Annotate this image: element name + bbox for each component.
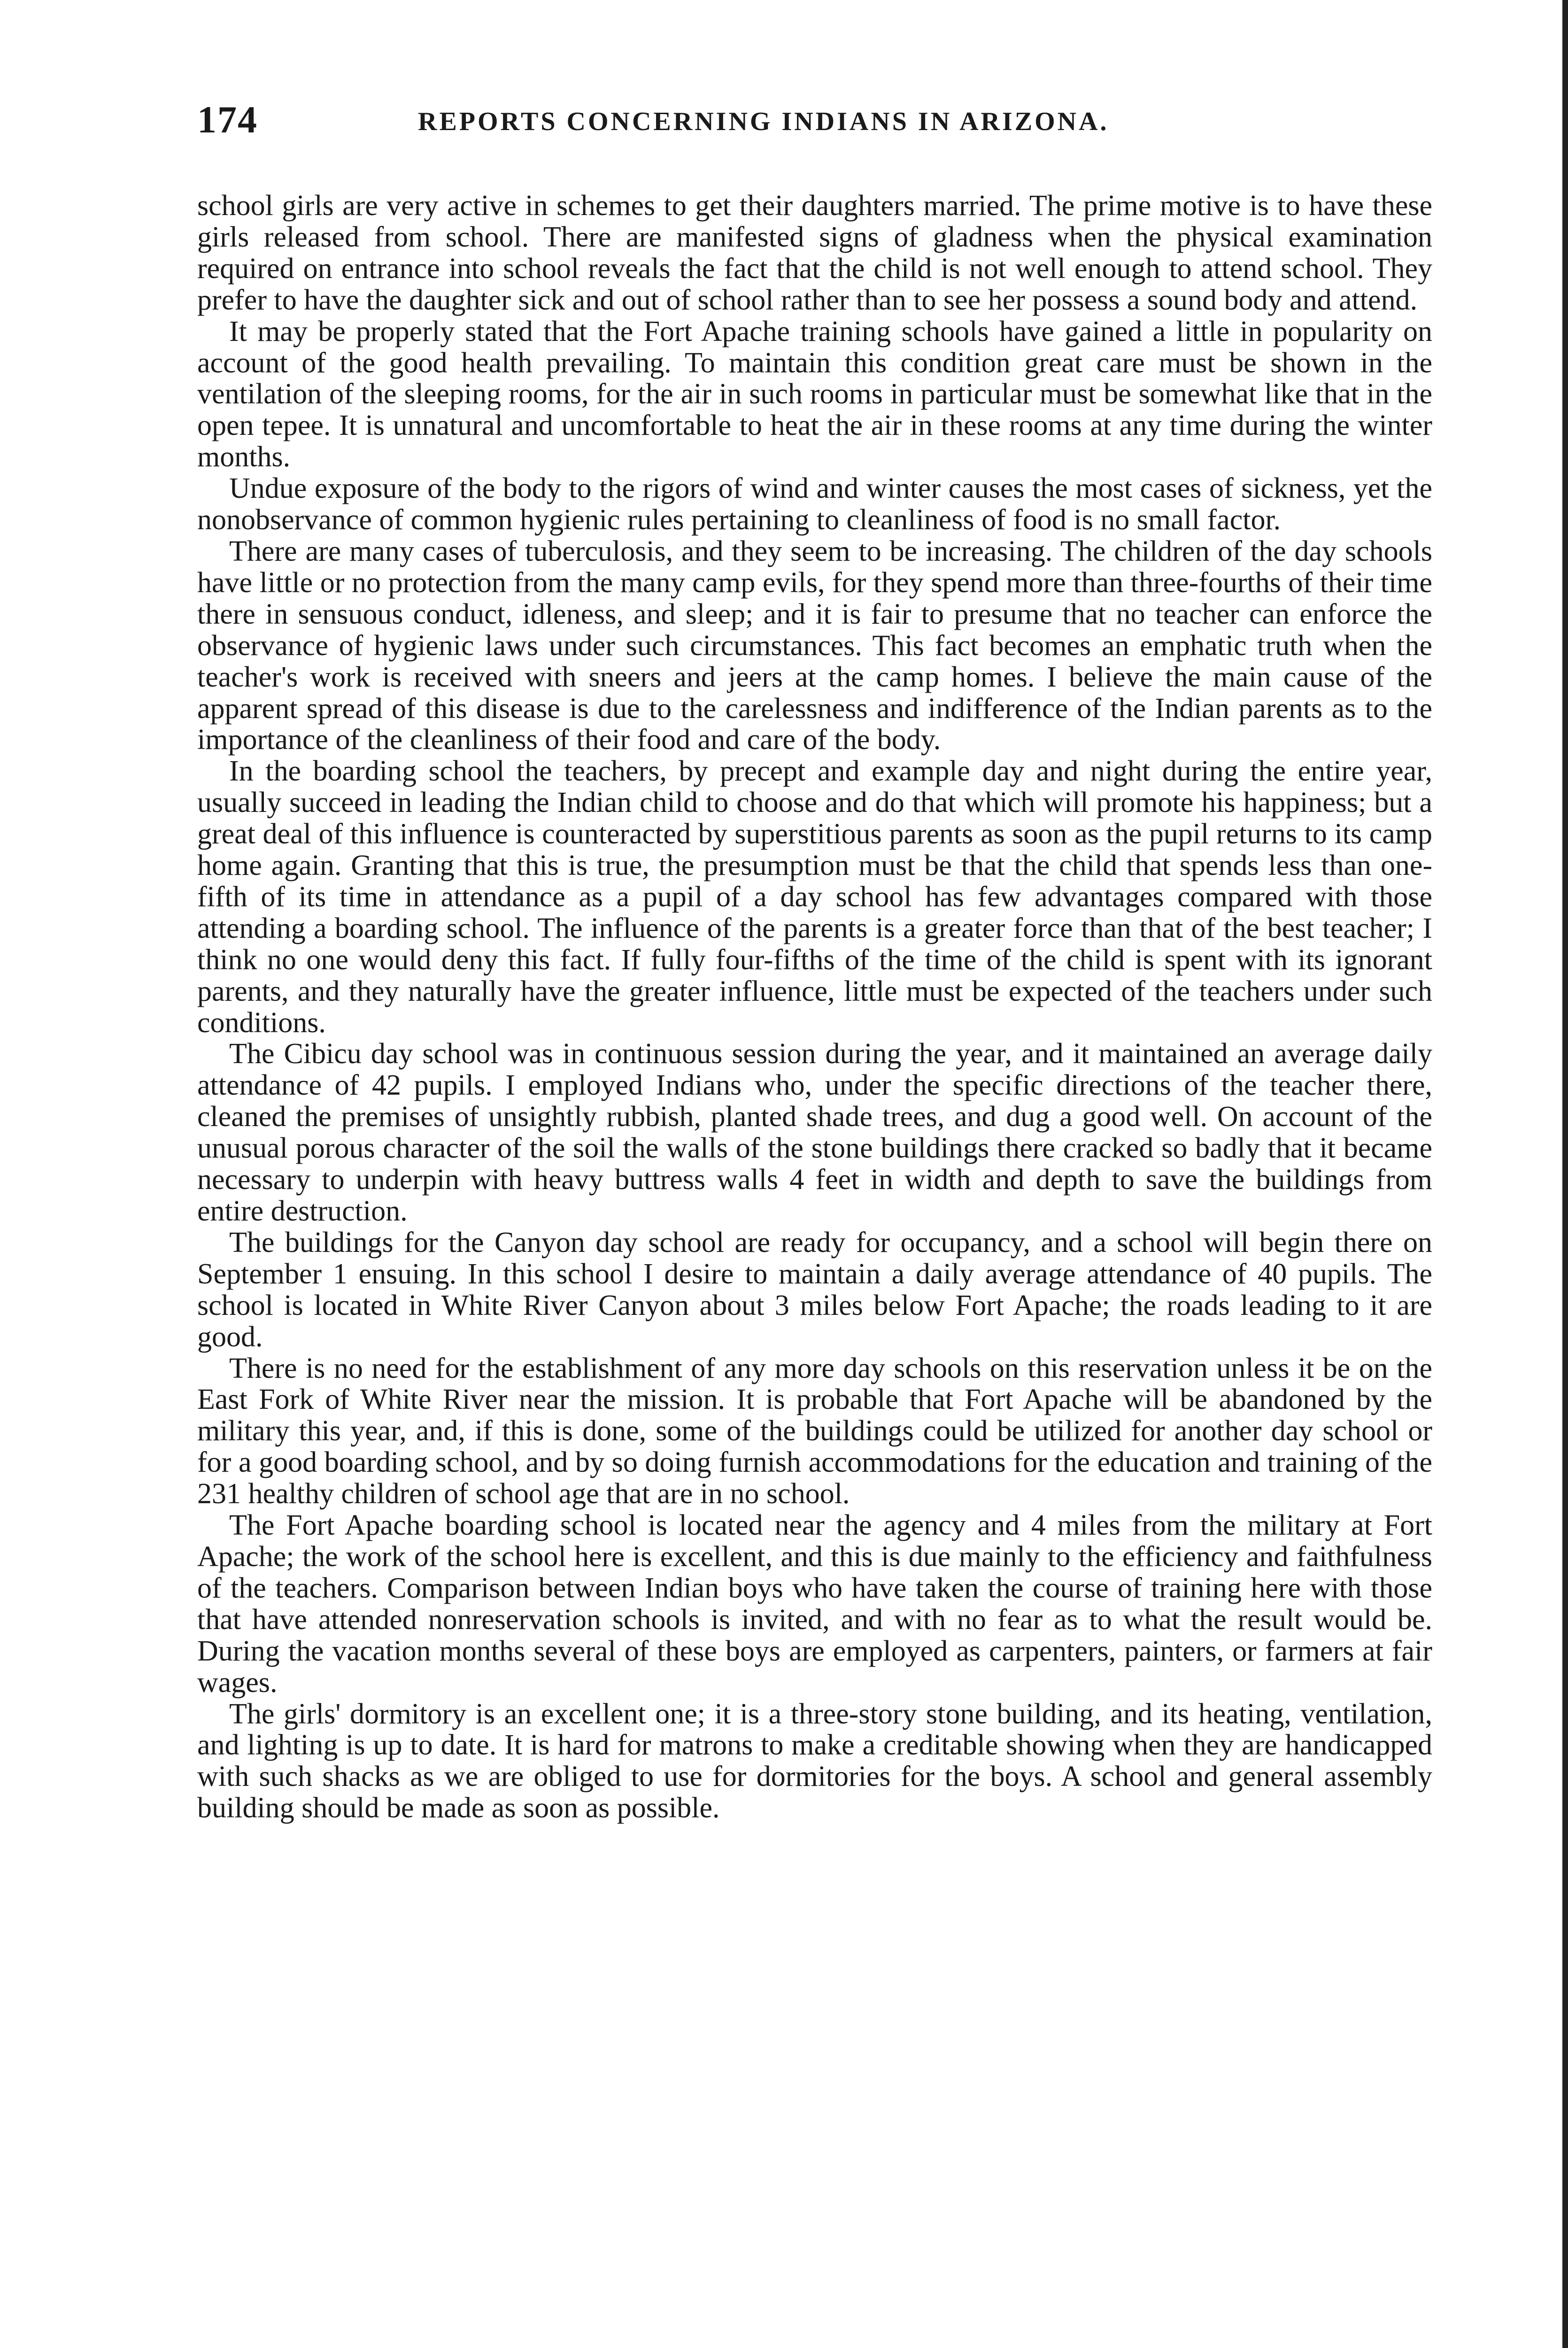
paragraph: It may be properly stated that the Fort Apache training schools have gained a little in popularity on account of the good health prevailing. To maintain this condition great care must be shown in the ventilation of the sleeping rooms, for the air in such rooms in particular must be somewhat like that in the open tepee. It is unnatural and uncomfortable to heat the air in these rooms at any time during the winter months.	[197, 315, 1432, 473]
scan-edge-right	[1562, 0, 1568, 2348]
paragraph: school girls are very active in schemes to get their daughters married. The prime motive is to have these girls released from school. There are manifested signs of gladness when the physical examination required on entrance into school reveals the fact that the child is not well enough to attend school. They prefer to have the daughter sick and out of school rather than to see her possess a sound body and attend.	[197, 190, 1432, 316]
paragraph: There is no need for the establishment of any more day schools on this reservation unless it be on the East Fork of White River near the mission. It is probable that Fort Apache will be abandoned by the military this year, and, if this is done, some of the buildings could be utilized for another day school or for a good boarding school, and by so doing furnish accommodations for the education and training of the 231 healthy children of school age that are in no school.	[197, 1352, 1432, 1510]
paragraph: The girls' dormitory is an excellent one; it is a three-story stone building, and its heating, ventilation, and lighting is up to date. It is hard for matrons to make a creditable showing when they are handicapped with such shacks as we are obliged to use for dormitories for the boys. A school and general assembly building should be made as soon as possible.	[197, 1698, 1432, 1824]
paragraph: There are many cases of tuberculosis, and they seem to be increasing. The children of the day schools have little or no protection from the many camp evils, for they spend more than three-fourths of their time there in sensuous conduct, idleness, and sleep; and it is fair to presume that no teacher can enforce the observance of hygienic laws under such circumstances. This fact becomes an emphatic truth when the teacher's work is received with sneers and jeers at the camp homes. I believe the main cause of the apparent spread of this disease is due to the carelessness and indifference of the Indian parents as to the importance of the cleanliness of their food and care of the body.	[197, 535, 1432, 756]
page-number: 174	[197, 98, 258, 141]
page-header	[197, 96, 1437, 148]
running-head: REPORTS CONCERNING INDIANS IN ARIZONA.	[418, 107, 1109, 136]
body-text	[197, 190, 1432, 1824]
paragraph: The Fort Apache boarding school is located near the agency and 4 miles from the military at Fort Apache; the work of the school here is excellent, and this is due mainly to the efficiency and faithfulness of the teachers. Comparison between Indian boys who have taken the course of training here with those that have attended nonreservation schools is invited, and with no fear as to what the result would be. During the vacation months several of these boys are employed as carpenters, painters, or farmers at fair wages.	[197, 1509, 1432, 1699]
paragraph: Undue exposure of the body to the rigors of wind and winter causes the most cases of sickness, yet the nonobservance of common hygienic rules pertaining to cleanliness of food is no small factor.	[197, 472, 1432, 536]
paragraph: In the boarding school the teachers, by precept and example day and night during the entire year, usually succeed in leading the Indian child to choose and do that which will promote his happiness; but a great deal of this influence is counteracted by superstitious parents as soon as the pupil returns to its camp home again. Granting that this is true, the presumption must be that the child that spends less than one-fifth of its time in attendance as a pupil of a day school has few advantages compared with those attending a boarding school. The influence of the parents is a greater force than that of the best teacher; I think no one would deny this fact. If fully four-fifths of the time of the child is spent with its ignorant parents, and they naturally have the greater influence, little must be expected of the teachers under such conditions.	[197, 755, 1432, 1039]
paragraph: The Cibicu day school was in continuous session during the year, and it maintained an average daily attendance of 42 pupils. I employed Indians who, under the specific directions of the teacher there, cleaned the premises of unsightly rubbish, planted shade trees, and dug a good well. On account of the unusual porous character of the soil the walls of the stone buildings there cracked so badly that it became necessary to underpin with heavy buttress walls 4 feet in width and depth to save the buildings from entire destruction.	[197, 1038, 1432, 1227]
paragraph: The buildings for the Canyon day school are ready for occupancy, and a school will begin there on September 1 ensuing. In this school I desire to maintain a daily average attendance of 40 pupils. The school is located in White River Canyon about 3 miles below Fort Apache; the roads leading to it are good.	[197, 1226, 1432, 1353]
